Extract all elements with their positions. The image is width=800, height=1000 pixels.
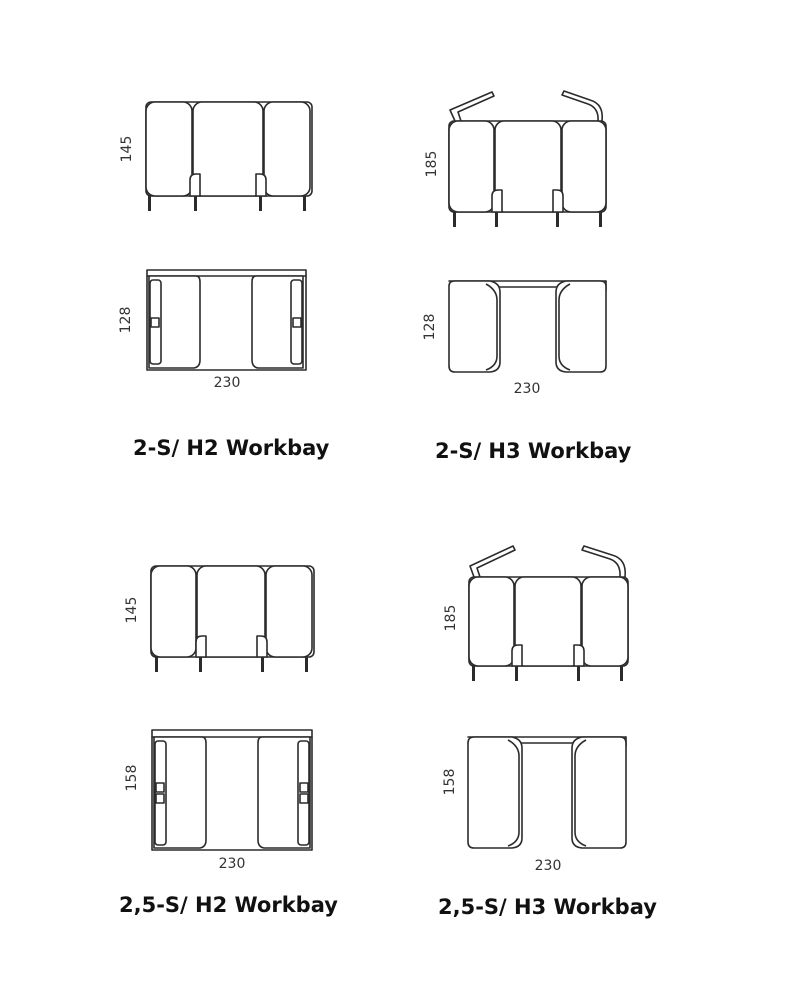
top-plan — [118, 270, 306, 391]
leg — [472, 666, 475, 681]
dimension-width: 230 — [218, 856, 246, 872]
front-elevation — [119, 102, 312, 211]
diagram-title: 2-S/ H3 Workbay — [435, 439, 632, 463]
diagram-title: 2-S/ H2 Workbay — [133, 436, 330, 460]
leg — [199, 657, 202, 672]
leg — [495, 212, 498, 227]
leg — [577, 666, 580, 681]
leg — [303, 196, 306, 211]
top-plan — [124, 730, 312, 872]
leg — [148, 196, 151, 211]
diagram-2s-h3 — [422, 91, 632, 463]
dimension-width: 230 — [513, 381, 541, 397]
dimension-depth: 128 — [118, 306, 134, 334]
front-elevation — [443, 546, 628, 681]
leg — [305, 657, 308, 672]
diagram-2s-h2 — [118, 102, 330, 460]
dimension-height: 185 — [443, 604, 459, 632]
leg — [515, 666, 518, 681]
diagram-25s-h2 — [119, 566, 338, 917]
dimension-height: 145 — [124, 596, 140, 624]
diagram-title: 2,5-S/ H2 Workbay — [119, 893, 338, 917]
dimension-height: 145 — [119, 135, 135, 163]
shelf-arm — [562, 91, 602, 121]
leg — [259, 196, 262, 211]
dimension-depth: 158 — [442, 768, 458, 796]
leg — [556, 212, 559, 227]
leg — [599, 212, 602, 227]
top-plan — [422, 281, 606, 397]
leg — [261, 657, 264, 672]
leg — [194, 196, 197, 211]
dimension-width: 230 — [534, 858, 562, 874]
shelf-arm — [470, 546, 515, 577]
front-elevation — [124, 566, 314, 672]
leg — [155, 657, 158, 672]
diagram-25s-h3 — [438, 546, 657, 919]
top-plan — [442, 737, 626, 874]
dimension-height: 185 — [424, 150, 440, 178]
shelf-arm — [582, 546, 625, 577]
front-elevation — [424, 91, 606, 227]
leg — [620, 666, 623, 681]
diagram-title: 2,5-S/ H3 Workbay — [438, 895, 657, 919]
leg — [453, 212, 456, 227]
dimension-depth: 158 — [124, 764, 140, 792]
shelf-arm — [450, 92, 494, 121]
dimension-depth: 128 — [422, 313, 438, 341]
dimension-width: 230 — [213, 375, 241, 391]
